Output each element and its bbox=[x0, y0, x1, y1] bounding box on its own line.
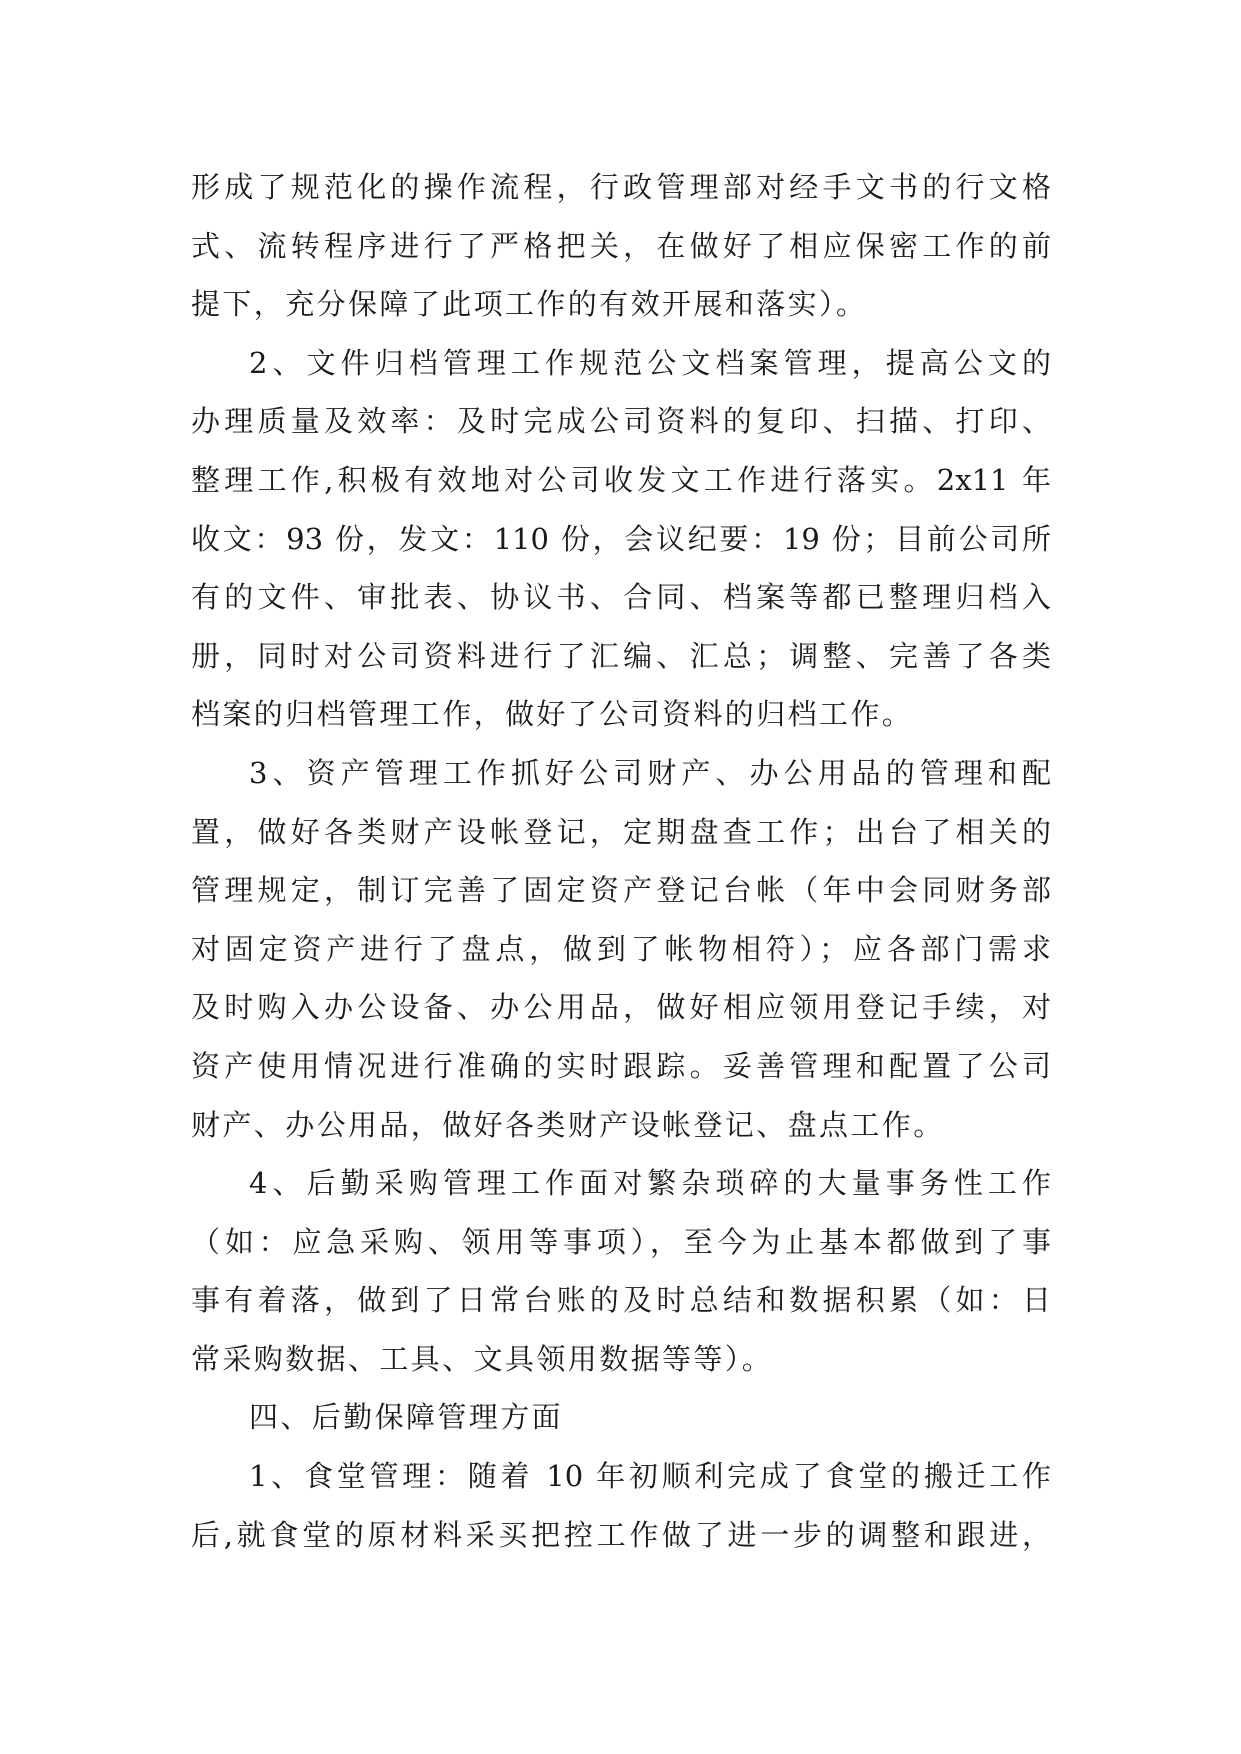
text-line: （如：应急采购、领用等事项），至今为止基本都做到了事 bbox=[191, 1224, 1051, 1259]
text-line: 整理工作,积极有效地对公司收发文工作进行落实。2x11 年 bbox=[191, 462, 1051, 497]
text-line: 册，同时对公司资料进行了汇编、汇总；调整、完善了各类 bbox=[191, 638, 1051, 673]
text-line: 办理质量及效率：及时完成公司资料的复印、扫描、打印、 bbox=[191, 404, 1051, 439]
document-body bbox=[191, 158, 1051, 1564]
text-line: 提下，充分保障了此项工作的有效开展和落实）。 bbox=[191, 287, 868, 322]
text-line: 收文：93 份，发文：110 份，会议纪要：19 份；目前公司所 bbox=[191, 521, 1051, 556]
text-line: 资产使用情况进行准确的实时跟踪。妥善管理和配置了公司 bbox=[191, 1048, 1051, 1083]
text-line: 财产、办公用品，做好各类财产设帐登记、盘点工作。 bbox=[191, 1107, 945, 1142]
section-heading: 四、后勤保障管理方面 bbox=[249, 1400, 564, 1435]
paragraph-start-line: 4、后勤采购管理工作面对繁杂琐碎的大量事务性工作 bbox=[249, 1166, 1051, 1201]
text-line: 事有着落，做到了日常台账的及时总结和数据积累（如：日 bbox=[191, 1283, 1051, 1318]
text-line: 有的文件、审批表、协议书、合同、档案等都已整理归档入 bbox=[191, 580, 1051, 615]
text-line: 置，做好各类财产设帐登记，定期盘查工作；出台了相关的 bbox=[191, 814, 1051, 849]
text-line: 档案的归档管理工作，做好了公司资料的归档工作。 bbox=[191, 697, 914, 732]
paragraph-start-line: 3、资产管理工作抓好公司财产、办公用品的管理和配 bbox=[249, 755, 1051, 790]
text-line: 对固定资产进行了盘点，做到了帐物相符）；应各部门需求 bbox=[191, 931, 1051, 966]
paragraph-start-line: 1、食堂管理：随着 10 年初顺利完成了食堂的搬迁工作 bbox=[249, 1459, 1051, 1494]
paragraph-start-line: 2、文件归档管理工作规范公文档案管理，提高公文的 bbox=[249, 345, 1051, 380]
text-line: 形成了规范化的操作流程，行政管理部对经手文书的行文格 bbox=[191, 170, 1051, 204]
text-line: 后,就食堂的原材料采买把控工作做了进一步的调整和跟进， bbox=[191, 1517, 1051, 1552]
text-line: 常采购数据、工具、文具领用数据等等）。 bbox=[191, 1341, 774, 1376]
text-line: 及时购入办公设备、办公用品，做好相应领用登记手续，对 bbox=[191, 990, 1051, 1025]
text-line: 式、流转程序进行了严格把关，在做好了相应保密工作的前 bbox=[191, 228, 1051, 263]
text-line: 管理规定，制订完善了固定资产登记台帐（年中会同财务部 bbox=[191, 873, 1051, 908]
